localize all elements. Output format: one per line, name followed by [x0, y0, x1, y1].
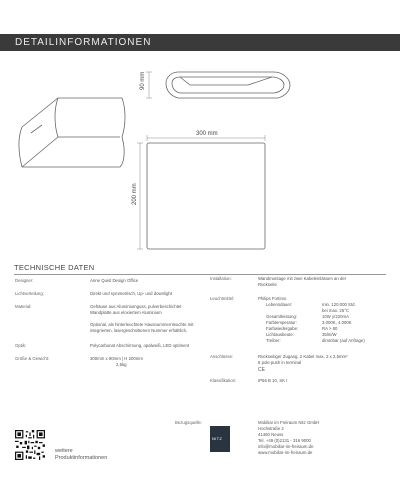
- address-line: 41460 Neuss: [258, 432, 284, 437]
- phone-line: Tel. +49 (0)2131 - 316 9000: [258, 438, 311, 443]
- spec-value: dimmbar (auf Anfrage): [322, 338, 365, 343]
- material-line-4: Optional, als hinterleuchtete Hausnummernleuchte mit: [90, 322, 194, 327]
- installation-label: Installation:: [210, 276, 232, 281]
- section-title: TECHNISCHE DATEN: [14, 263, 95, 272]
- anschluss-label: Anschlüsse:: [210, 354, 234, 359]
- groesse-value-1: 300mm x 90mm | H 200mm: [90, 356, 143, 361]
- groesse-value-2: 2,5kg: [116, 362, 127, 367]
- address-line: Mobiliar im Freiraum Nitz GmbH: [258, 420, 320, 425]
- material-line-5: integrierten, lasergeschnittenen Nummer erhältlich.: [90, 328, 188, 333]
- spec-value: min. 120.000 Std.: [322, 302, 356, 307]
- spec-value: RA > 80: [322, 326, 338, 331]
- material-line-1: Gehäuse aus Aluminiumguss, pulverbeschichtet: [90, 304, 182, 309]
- qr-caption-1: weitere: [55, 448, 73, 454]
- side-view-outline: [19, 98, 125, 167]
- technical-drawing: [0, 55, 400, 255]
- anschluss-line-2: 5 pole push in terminal: [258, 360, 302, 365]
- leuchtmittel-brand: Philips Fortimo: [258, 296, 287, 301]
- spec-key: Farbtemperatur:: [266, 320, 297, 325]
- qr-code[interactable]: [15, 430, 45, 460]
- optik-label: Optik:: [15, 343, 27, 348]
- schutz-label: Klassifikation:: [210, 378, 237, 383]
- spec-key: Lebensdauer:: [266, 302, 293, 307]
- top-view-outline: [166, 72, 290, 98]
- section-divider: [14, 274, 386, 275]
- designer-value: Anne Quist Design Office: [90, 278, 139, 283]
- installation-line-1: Wandmontage mit zwei Kabeleinlässen an der: [258, 276, 347, 281]
- website-link[interactable]: www.mobiliar-im-freiraum.de: [258, 450, 313, 455]
- schutz-value: IP56 B 10, SK I: [258, 378, 288, 383]
- height-dimension: [146, 72, 152, 98]
- logo-text: NITZ: [212, 436, 223, 441]
- groesse-label: Größe & Gewicht:: [15, 356, 50, 361]
- address-line: Hochstraße 2: [258, 426, 284, 431]
- qr-caption-2: Produktinformationen: [55, 455, 108, 461]
- material-label: Material:: [15, 304, 32, 309]
- designer-label: Designer:: [15, 278, 34, 283]
- height-label: 90 mm: [140, 71, 146, 90]
- spec-value: 3.000K, 4.000K: [322, 320, 352, 325]
- spec-key: Farbwiedergabe:: [266, 326, 299, 331]
- material-line-2: Wandplatte aus eloxiertem Aluminium: [90, 310, 162, 315]
- spec-key: Treiber:: [266, 338, 281, 343]
- email-link[interactable]: info@mobiliar-im-freiraum.de: [258, 444, 314, 449]
- page-title: DETAILINFORMATIONEN: [15, 37, 152, 48]
- spec-value: bei max. 25°C: [322, 308, 350, 313]
- leuchtmittel-label: Leuchtmittel:: [210, 296, 235, 301]
- installation-line-2: Rückseite: [258, 282, 277, 287]
- spec-value: 35lm/W: [322, 332, 337, 337]
- lichtverteilung-label: Lichtverteilung:: [15, 291, 44, 296]
- ce-mark: CE: [258, 367, 265, 373]
- spec-key: Gesamtleistung:: [266, 314, 298, 319]
- optik-value: Polycarbonat Abschirmung, opalweiß, LED optiment: [90, 343, 190, 348]
- header-bar: [0, 34, 400, 51]
- lichtverteilung-value: Direkt und symmetrisch, Up- und downlight: [90, 291, 172, 296]
- anschluss-line-1: Rückseitiger Zugang, 2 Kabel max. 2 x 2,5mm²: [258, 354, 348, 359]
- spec-value: 10W y/220mA: [322, 314, 349, 319]
- depth-label: 200 mm: [132, 183, 138, 205]
- spec-key: Lichtausbeute:: [266, 332, 294, 337]
- front-view-outline: [147, 143, 265, 249]
- width-label: 300 mm: [196, 131, 218, 137]
- bezug-label: Bezugsquelle:: [175, 420, 202, 425]
